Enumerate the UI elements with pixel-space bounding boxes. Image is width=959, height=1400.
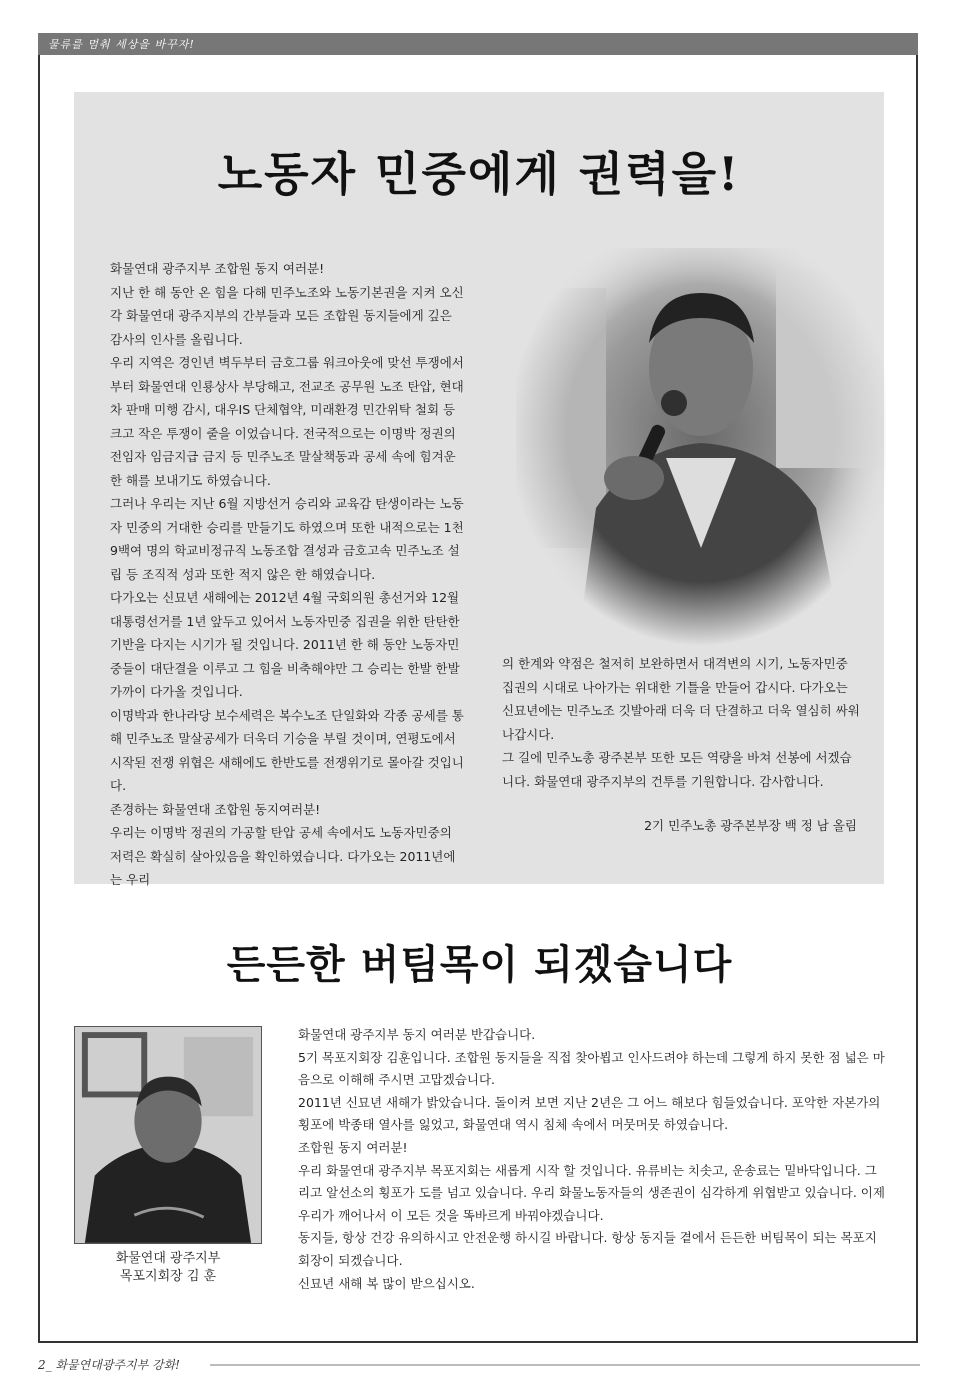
paragraph: 존경하는 화물연대 조합원 동지여러분! [110,801,321,817]
paragraph: 화물연대 광주지부 조합원 동지 여러분! [110,261,325,276]
paragraph: 신묘년 새해 복 많이 받으십시오. [298,1275,475,1291]
article2-body [298,1024,888,1295]
author-photo [74,1026,262,1244]
paragraph: 이명박과 한나라당 보수세력은 복수노조 단일화와 각종 공세를 통해 민주노조 말살공세가 더욱더 기승을 부릴 것이며, 연평도에서 시작된 전쟁 위협은 새해에도 한반도를 전쟁위기로 몰아갈 것입니다. [110,707,464,793]
page-footer-label: 2_ 화물연대광주지부 강화! [38,1358,181,1372]
paragraph: 우리는 이명박 정권의 가공할 탄압 공세 속에서도 노동자민중의 저력은 확실히 살아있음을 확인하였습니다. 다가오는 2011년에는 우리 [110,825,456,887]
paragraph: 그러나 우리는 지난 6월 지방선거 승리와 교육감 탄생이라는 노동자 민중의 거대한 승리를 만들기도 하였으며 또한 내적으로는 1천9백여 명의 학교비정규직 노동조합 결성과 금호고속 민주노조 설립 등 조직적 성과 또한 적지 않은 한 해였습니다. [110,496,464,582]
article1-left-column [110,257,466,892]
header-bar [38,33,918,55]
author-caption [74,1250,262,1286]
article2-title: 든든한 버팀목이 되겠습니다 [226,941,733,988]
paragraph: 조합원 동지 여러분! [298,1139,408,1155]
header-slogan: 물류를 멈춰 세상을 바꾸자! [48,38,195,51]
paragraph: 다가오는 신묘년 새해에는 2012년 4월 국회의원 총선거와 12월 대통령선거를 1년 앞두고 있어서 노동자민중 집권을 위한 탄탄한 기반을 다지는 시기가 될 것입니다. 2011년 한 해 동안 노동자민중들이 대단결을 이루고 그 힘을 비축해야만 그 승리는 한발 한발 가까이 다가올 것입니다. [110,590,460,699]
paragraph: 화물연대 광주지부 동지 여러분 반갑습니다. [298,1027,536,1042]
paragraph: 우리 지역은 경인년 벽두부터 금호그룹 워크아웃에 맞선 투쟁에서부터 화물연대 인룡상사 부당해고, 전교조 공무원 노조 탄압, 현대차 판매 미행 감시, 대우IS 단체협약, 미래환경 민간위탁 철회 등 크고 작은 투쟁이 줄을 이었습니다. 전국적으로는 이명박 정권의 전임자 임금지급 금지 등 민주노조 말살책동과 공세 속에 힘겨운 한 해를 보내기도 하였습니다. [110,355,464,488]
paragraph: 지난 한 해 동안 온 힘을 다해 민주노조와 노동기본권을 지켜 오신 각 화물연대 광주지부의 간부들과 모든 조합원 동지들에게 깊은 감사의 인사를 올립니다. [110,284,464,347]
paragraph: 5기 목포지회장 김훈입니다. 조합원 동지들을 직접 찾아뵙고 인사드려야 하는데 그렇게 하지 못한 점 넓은 마음으로 이해해 주시면 고맙겠습니다. [298,1049,885,1088]
article1-title: 노동자 민중에게 권력을! [217,147,741,201]
paragraph: 우리 화물연대 광주지부 목포지회는 새롭게 시작 할 것입니다. 유류비는 치솟고, 운송료는 밑바닥입니다. 그리고 알선소의 횡포가 도를 넘고 있습니다. 우리 화물노동자들의 생존권이 심각하게 위협받고 있습니다. 이제 우리가 깨어나서 이 모든 것을 똑바르게 바꿔야겠습니다. [298,1162,885,1223]
paragraph: 동지들, 항상 건강 유의하시고 안전운행 하시길 바랍니다. 항상 동지들 곁에서 든든한 버팀목이 되는 목포지회장이 되겠습니다. [298,1230,877,1268]
speaker-photo [516,248,886,658]
caption-line: 목포지회장 김 훈 [119,1269,217,1284]
article1-right-column [502,652,862,793]
footer-divider [210,1364,920,1366]
paragraph: 의 한계와 약점은 철저히 보완하면서 대격변의 시기, 노동자민중 집권의 시대로 나아가는 위대한 기틀을 만들어 갑시다. 다가오는 신묘년에는 민주노조 깃발아래 더욱 더 단결하고 더욱 열심히 싸워 나갑시다. [502,656,860,742]
caption-line: 화물연대 광주지부 [115,1251,221,1266]
article1-signature: 2기 민주노총 광주본부장 백 정 남 올림 [644,818,857,833]
paragraph: 2011년 신묘년 새해가 밝았습니다. 돌이켜 보면 지난 2년은 그 어느 해보다 힘들었습니다. 포악한 자본가의 횡포에 박종태 열사를 잃었고, 화물연대 역시 침체 속에서 머뭇머뭇 하였습니다. [298,1094,881,1133]
paragraph: 그 길에 민주노총 광주본부 또한 모든 역량을 바쳐 선봉에 서겠습니다. 화물연대 광주지부의 건투를 기원합니다. 감사합니다. [502,750,852,789]
